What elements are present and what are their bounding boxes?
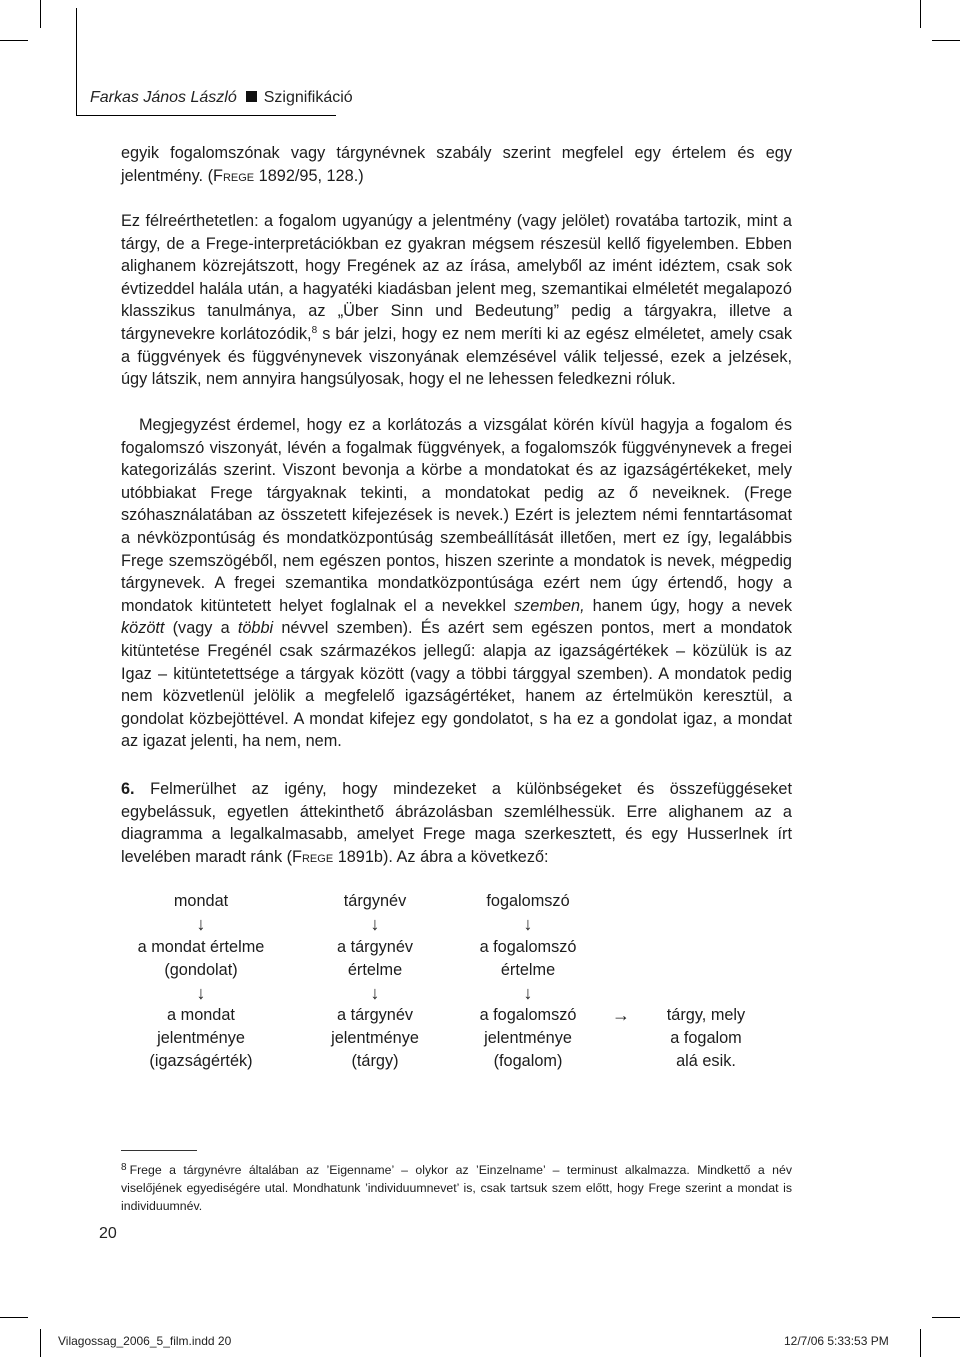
p3-text-a: Megjegyzést érdemel, hogy ez a korlátozás a vizsgálat körén kívül hagyja a fogalom és fogalomszó viszonyát, lévén a fogalmak függvények, a fogalomszók függvénynevek a fregei kategorizálás szerint. Viszont bevonja a körbe a mondatokat és az igazságértékeket, mely utóbbiakat Frege tárgyaknak tekinti, a mondatokat pedig az ő neveiknek. (Frege szóhasználatában az összetett kifejezések is nevek.) Ezért is jeleztem némi fenntartásomat a névközpontúság és mondatközpontúság szembeállítását illetően, mert ez így, legalábbis Frege szemszögéből, nem egészen pontos, hiszen szerinte a mondatok is nevek, mégpedig tárgynevek. A fregei szemantika mondatközpontúsága ezért nem úgy értendő, hogy a mondatok kitüntetett helyet foglalnak el a nevekkel bbox=[121, 416, 792, 615]
diagram-col1-ref-1: a mondat bbox=[167, 1006, 235, 1024]
s6-text-a: Felmerülhet az igény, hogy mindezeket a különbségeket és összefüggéseket egybelássuk, egyetlen áttekinthető ábrázolásban szemlélhessük. Erre alighanem az a diagramma a legalkalmasabb, amelyet Frege maga szerkesztett, és egy Husserlnek írt levelében maradt ránk ( bbox=[121, 780, 792, 866]
header-vertical-rule bbox=[76, 8, 77, 116]
footnote-number: 8 bbox=[121, 1162, 127, 1173]
arrow-down-icon: ↓ bbox=[523, 983, 533, 1003]
header-horizontal-rule bbox=[76, 115, 336, 116]
diagram-col2-ref-1: a tárgynév bbox=[336, 1006, 414, 1024]
arrow-down-icon: ↓ bbox=[370, 983, 380, 1003]
section-number: 6. bbox=[121, 780, 135, 798]
diagram-col4-ref-1: tárgy, mely bbox=[666, 1006, 746, 1024]
frege-diagram bbox=[121, 890, 792, 1080]
crop-mark-bottom-right bbox=[920, 1329, 921, 1357]
crop-mark-left-bottom bbox=[0, 1317, 28, 1318]
diagram-col3-sense-1: a fogalomszó bbox=[479, 938, 577, 956]
header-title: Szignifikáció bbox=[263, 89, 353, 106]
footnote-rule bbox=[121, 1150, 197, 1151]
diagram-col3-ref-3: (fogalom) bbox=[493, 1052, 563, 1070]
arrow-down-icon: ↓ bbox=[523, 914, 533, 934]
diagram-col2-sense-1: a tárgynév bbox=[336, 938, 414, 956]
arrow-down-icon: ↓ bbox=[196, 914, 206, 934]
crop-mark-bottom-left bbox=[40, 1329, 41, 1357]
paragraph-3 bbox=[121, 414, 792, 753]
p3-emphasis-3: többi bbox=[237, 619, 274, 638]
diagram-col1-head: mondat bbox=[173, 892, 229, 910]
s6-text-b: 1891b). Az ábra a következő: bbox=[333, 847, 549, 866]
diagram-col4-ref-2: a fogalom bbox=[670, 1029, 742, 1047]
p3-text-c: (vagy a bbox=[164, 619, 238, 638]
diagram-col1-ref-2: jelentménye bbox=[157, 1029, 245, 1047]
diagram-col2-ref-3: (tárgy) bbox=[351, 1052, 399, 1070]
diagram-col3-head: fogalomszó bbox=[486, 892, 570, 910]
slug-filename: Vilagossag_2006_5_film.indd 20 bbox=[58, 1334, 232, 1348]
diagram-col2-ref-2: jelentménye bbox=[331, 1029, 419, 1047]
arrow-down-icon: ↓ bbox=[370, 914, 380, 934]
square-bullet-icon bbox=[246, 91, 257, 102]
section-6-paragraph bbox=[121, 778, 792, 868]
diagram-col1-ref-3: (igazságérték) bbox=[149, 1052, 253, 1070]
footnote-8 bbox=[121, 1161, 792, 1215]
crop-mark-top-left bbox=[40, 0, 41, 28]
p1-citation-author: Frege bbox=[213, 166, 255, 185]
p3-emphasis-2: között bbox=[121, 619, 165, 638]
page-number: 20 bbox=[99, 1225, 117, 1242]
diagram-col3-sense-2: értelme bbox=[500, 961, 556, 979]
diagram-col1-sense-1: a mondat értelme bbox=[137, 938, 265, 956]
diagram-col1-sense-2: (gondolat) bbox=[164, 961, 238, 979]
slug-date: 12/7/06 5:33:53 PM bbox=[784, 1334, 889, 1348]
paragraph-2 bbox=[121, 210, 792, 391]
diagram-col3-ref-2: jelentménye bbox=[484, 1029, 572, 1047]
diagram-col2-head: tárgynév bbox=[343, 892, 407, 910]
p1-text-a: egyik fogalomszónak vagy tárgynévnek szabály szerint megfelel egy értelem és egy jelentmény. ( bbox=[121, 144, 792, 185]
arrow-right-icon: → bbox=[612, 1005, 630, 1025]
s6-citation-author: Frege bbox=[292, 847, 334, 866]
footnote-ref-8: 8 bbox=[311, 324, 318, 336]
p3-text-d: névvel szemben). És azért sem egészen pontos, mert a mondatok kitüntetése Fregénél csak származékos jellegű: alapja az igazságértékek – közülük is az Igaz – kitüntetettsége a tárgyak között (vagy a többi tárggyal szemben). A mondatok pedig nem közvetlenül jelölik a megfelelő igazságértéket, hanem az értelmükön keresztül, a gondolat közbejöttével. A mondat kifejez egy gondolatot, s ha ez a gondolat igaz, a mondat az igazat jelenti, ha nem, nem. bbox=[121, 619, 792, 751]
paragraph-quote-end bbox=[121, 142, 792, 187]
diagram-col2-sense-2: értelme bbox=[347, 961, 403, 979]
crop-mark-top-right bbox=[920, 0, 921, 28]
p3-emphasis-1: szemben, bbox=[514, 596, 585, 615]
header-author: Farkas János László bbox=[90, 89, 237, 106]
p1-text-b: 1892/95, 128.) bbox=[254, 166, 364, 185]
diagram-col4-ref-3: alá esik. bbox=[676, 1052, 736, 1070]
diagram-col3-ref-1: a fogalomszó bbox=[479, 1006, 577, 1024]
p2-text-a: Ez félreérthetetlen: a fogalom ugyanúgy a jelentmény (vagy jelölet) rovatába tartozik, mint a tárgy, de a Frege-interpretációkban ez gyakran mégsem részesül kellő figyelemben. Ebben alighanem közrejátszott, hogy Fregének az az írása, amelyből az imént idéztem, csak sok évtizeddel halála után, a hagyatéki kiadásban jelent meg, szemantikai elméletét megalapozó klasszikus tanulmánya, az „Über Sinn und Bedeutung” pedig a tárgyakra, illetve a tárgynevekre korlátozódik, bbox=[121, 212, 792, 343]
crop-mark-right-top bbox=[932, 40, 960, 41]
crop-mark-right-bottom bbox=[932, 1317, 960, 1318]
p2-text-b: s bár jelzi, hogy ez nem meríti ki az egész elméletet, amely csak a függvények és függvénynevek viszonyának elemzésével válik teljessé, ezek a jelzések, úgy látszik, nem annyira hangsúlyosak, hogy el ne lehessen feledkezni róluk. bbox=[121, 324, 792, 389]
arrow-down-icon: ↓ bbox=[196, 983, 206, 1003]
running-header bbox=[90, 89, 353, 107]
p3-text-b: hanem úgy, hogy a nevek bbox=[584, 596, 792, 615]
crop-mark-left-top bbox=[0, 40, 28, 41]
footnote-text: Frege a tárgynévre általában az ’Eigenname’ – olykor az ’Einzelname’ – terminust alkalmazza. Mindkettő a név viselőjének egyediségére utal. Mondhatunk ’individuumnevet’ is, csak tartsuk szem előtt, hogy Frege szerint a mondat is individuumnév. bbox=[121, 1163, 792, 1213]
